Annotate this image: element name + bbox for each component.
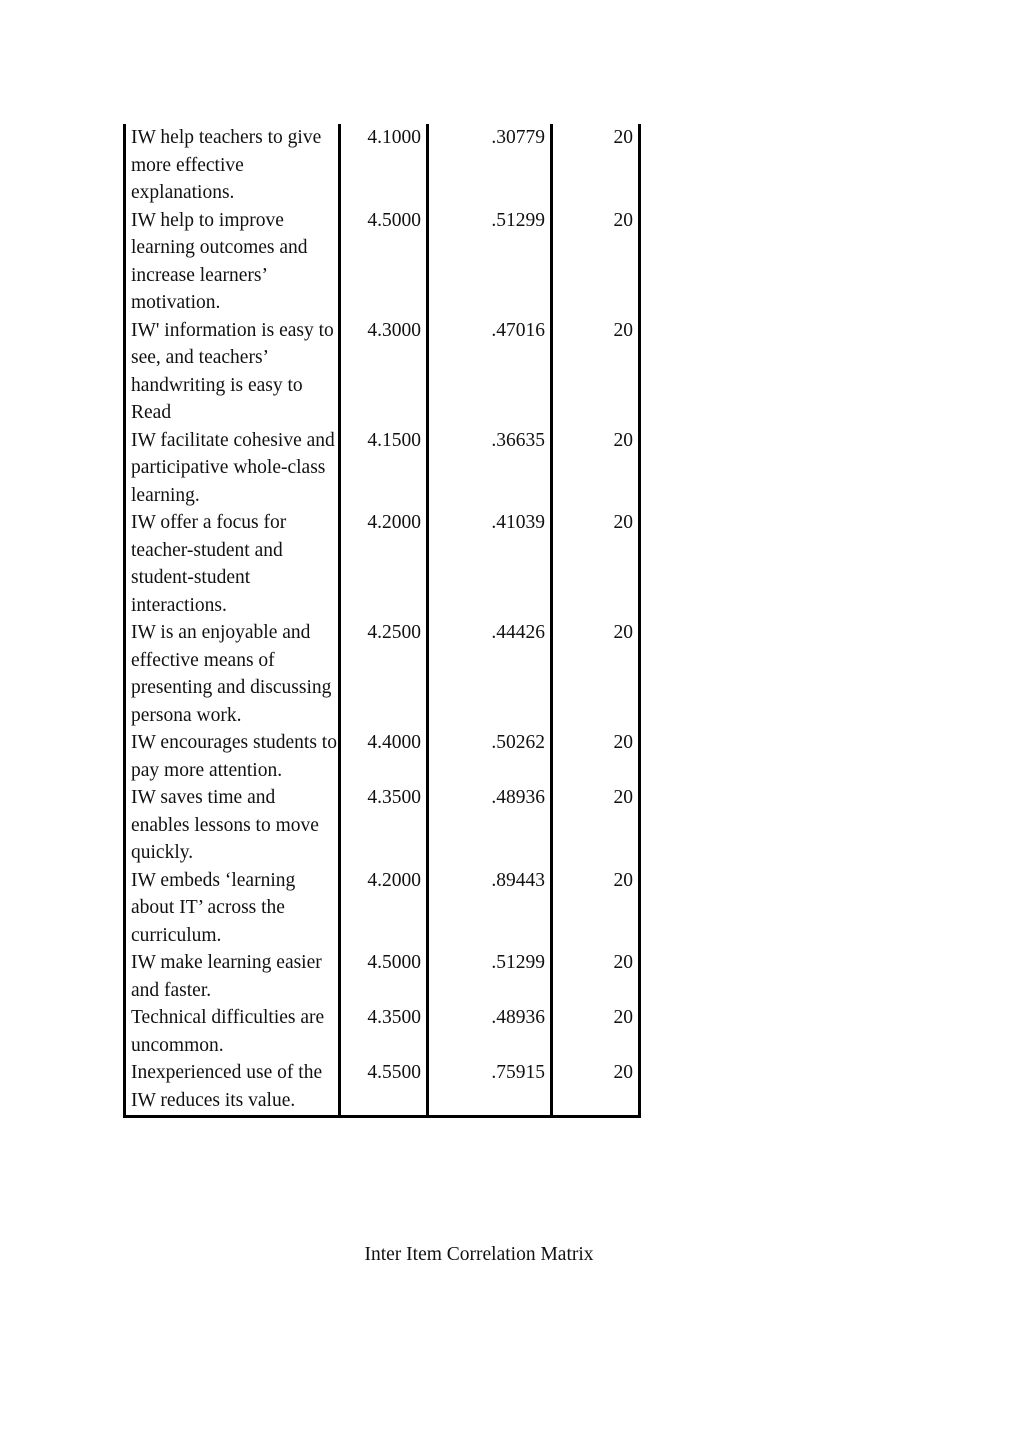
item-text-cell: Technical difficulties are uncommon. xyxy=(125,1004,340,1059)
n-cell: 20 xyxy=(552,124,640,207)
mean-cell: 4.3500 xyxy=(340,784,428,867)
n-cell: 20 xyxy=(552,729,640,784)
std-deviation-cell: .75915 xyxy=(428,1059,552,1117)
item-text-cell: IW make learning easier and faster. xyxy=(125,949,340,1004)
n-cell: 20 xyxy=(552,1059,640,1117)
std-deviation-cell: .51299 xyxy=(428,207,552,317)
n-cell: 20 xyxy=(552,784,640,867)
mean-cell: 4.1500 xyxy=(340,427,428,510)
n-cell: 20 xyxy=(552,317,640,427)
mean-cell: 4.3500 xyxy=(340,1004,428,1059)
table-row xyxy=(125,317,640,427)
item-text-cell: Inexperienced use of the IW reduces its value. xyxy=(125,1059,340,1117)
mean-cell: 4.2000 xyxy=(340,509,428,619)
n-cell: 20 xyxy=(552,427,640,510)
std-deviation-cell: .48936 xyxy=(428,1004,552,1059)
std-deviation-cell: .47016 xyxy=(428,317,552,427)
item-text-cell: IW saves time and enables lessons to move quickly. xyxy=(125,784,340,867)
table-body xyxy=(125,124,640,1117)
mean-cell: 4.4000 xyxy=(340,729,428,784)
table-row xyxy=(125,124,640,207)
mean-cell: 4.2000 xyxy=(340,867,428,950)
table-row xyxy=(125,207,640,317)
item-text-cell: IW facilitate cohesive and participative whole-class learning. xyxy=(125,427,340,510)
std-deviation-cell: .50262 xyxy=(428,729,552,784)
table-row xyxy=(125,729,640,784)
item-statistics-table xyxy=(123,124,641,1118)
table-row xyxy=(125,784,640,867)
n-cell: 20 xyxy=(552,207,640,317)
item-text-cell: IW encourages students to pay more attention. xyxy=(125,729,340,784)
n-cell: 20 xyxy=(552,949,640,1004)
table-row xyxy=(125,1059,640,1117)
item-text-cell: IW embeds ‘learning about IT’ across the curriculum. xyxy=(125,867,340,950)
item-text-cell: IW is an enjoyable and effective means of presenting and discussing persona work. xyxy=(125,619,340,729)
table-row xyxy=(125,619,640,729)
mean-cell: 4.5000 xyxy=(340,949,428,1004)
n-cell: 20 xyxy=(552,509,640,619)
table-row xyxy=(125,509,640,619)
n-cell: 20 xyxy=(552,619,640,729)
n-cell: 20 xyxy=(552,1004,640,1059)
item-text-cell: IW' information is easy to see, and teachers’ handwriting is easy to Read xyxy=(125,317,340,427)
table-row xyxy=(125,949,640,1004)
mean-cell: 4.3000 xyxy=(340,317,428,427)
table-row xyxy=(125,1004,640,1059)
mean-cell: 4.5500 xyxy=(340,1059,428,1117)
mean-cell: 4.2500 xyxy=(340,619,428,729)
n-cell: 20 xyxy=(552,867,640,950)
mean-cell: 4.1000 xyxy=(340,124,428,207)
table-row xyxy=(125,867,640,950)
section-title: Inter Item Correlation Matrix xyxy=(364,1244,594,1265)
std-deviation-cell: .51299 xyxy=(428,949,552,1004)
item-text-cell: IW help to improve learning outcomes and increase learners’ motivation. xyxy=(125,207,340,317)
mean-cell: 4.5000 xyxy=(340,207,428,317)
item-text-cell: IW offer a focus for teacher-student and student-student interactions. xyxy=(125,509,340,619)
std-deviation-cell: .48936 xyxy=(428,784,552,867)
std-deviation-cell: .89443 xyxy=(428,867,552,950)
std-deviation-cell: .36635 xyxy=(428,427,552,510)
item-text-cell: IW help teachers to give more effective explanations. xyxy=(125,124,340,207)
std-deviation-cell: .30779 xyxy=(428,124,552,207)
table-row xyxy=(125,427,640,510)
std-deviation-cell: .44426 xyxy=(428,619,552,729)
std-deviation-cell: .41039 xyxy=(428,509,552,619)
